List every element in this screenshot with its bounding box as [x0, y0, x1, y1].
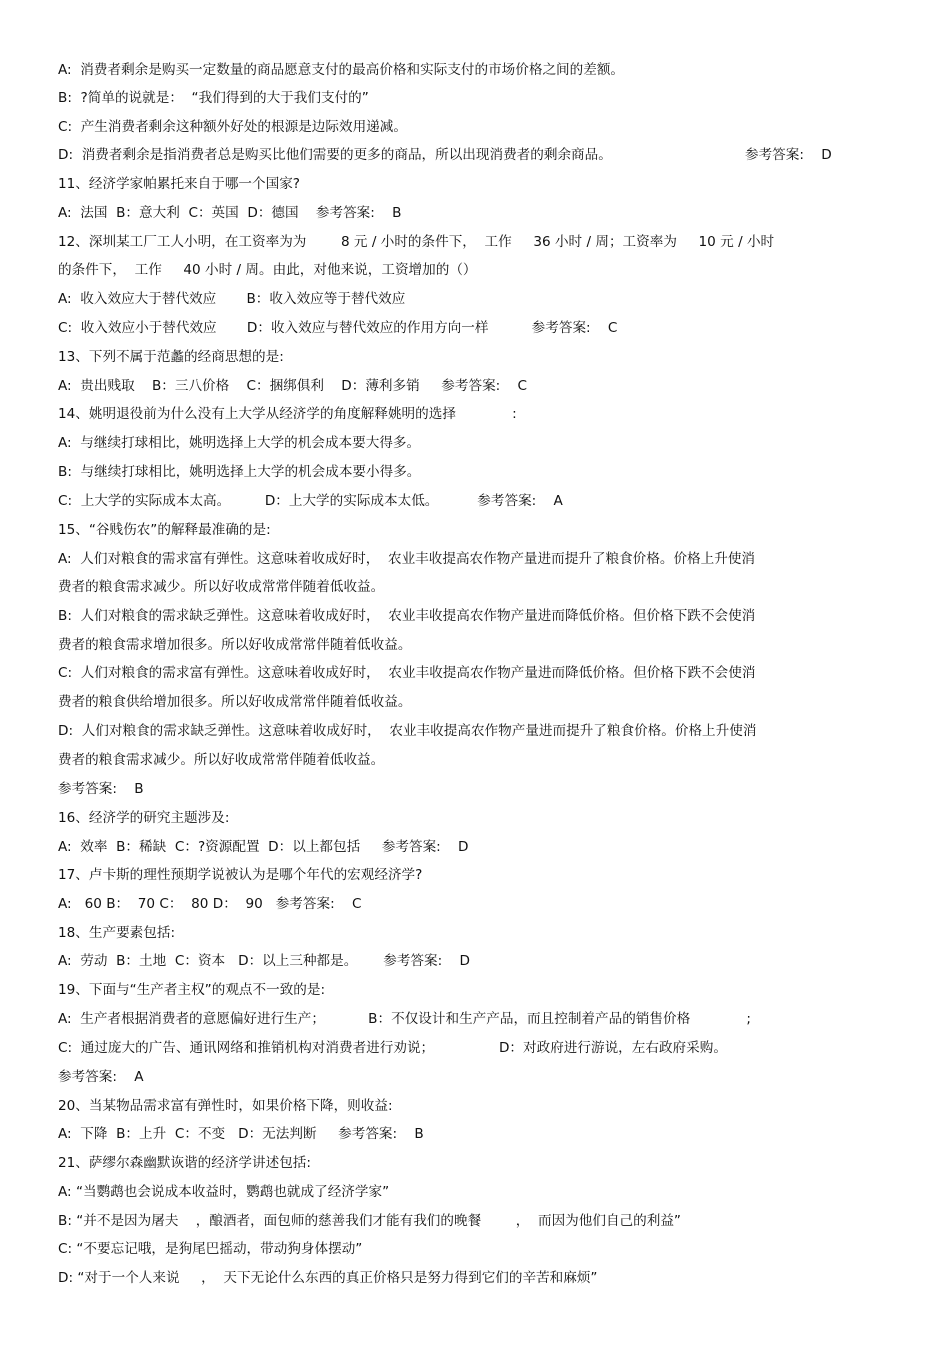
question-title: 11、经济学家帕累托来自于哪一个国家?: [58, 176, 301, 192]
text-line: C: 上大学的实际成本太高。 D：上大学的实际成本太低。 参考答案: A: [58, 493, 563, 509]
text-line: A: 效率 B：稀缺 C：?资源配置 D：以上都包括 参考答案: D: [58, 839, 469, 855]
text-line: A: 贵出贱取 B：三八价格 C：捆绑俱利 D：薄利多销 参考答案: C: [58, 378, 528, 394]
question-title: 18、生产要素包括:: [58, 925, 176, 941]
text-line: A: 生产者根据消费者的意愿偏好进行生产； B：不仅设计和生产产品，而且控制着产品的销售价格 ;: [58, 1011, 751, 1027]
text-line: B: 人们对粮食的需求缺乏弹性。这意味着收成好时， 农业丰收提高农作物产量进而降低价格。但价格下跌不会使消: [58, 608, 756, 624]
text-line: A: 消费者剩余是购买一定数量的商品愿意支付的最高价格和实际支付的市场价格之间的差额。: [58, 62, 625, 78]
text-line: 费者的粮食需求增加很多。所以好收成常常伴随着低收益。: [58, 637, 412, 653]
text-line: B: ?简单的说就是： “我们得到的大于我们支付的”: [58, 90, 369, 106]
text-line: A: 收入效应大于替代效应 B：收入效应等于替代效应: [58, 291, 406, 307]
text-line: A: 劳动 B：土地 C：资本 D：以上三种都是。 参考答案: D: [58, 953, 470, 969]
text-line: D: “对于一个人来说 ， 天下无论什么东西的真正价格只是努力得到它们的辛苦和麻烦”: [58, 1270, 598, 1286]
text-line: A: 下降 B：上升 C：不变 D：无法判断 参考答案: B: [58, 1126, 424, 1142]
text-line: 费者的粮食供给增加很多。所以好收成常常伴随着低收益。: [58, 694, 412, 710]
text-line: B: 与继续打球相比，姚明选择上大学的机会成本要小得多。: [58, 464, 421, 480]
question-title: 19、下面与“生产者主权”的观点不一致的是:: [58, 982, 326, 998]
text-line: 费者的粮食需求减少。所以好收成常常伴随着低收益。: [58, 579, 385, 595]
text-line: A: 与继续打球相比，姚明选择上大学的机会成本要大得多。: [58, 435, 421, 451]
text-line: A: 60 B： 70 C： 80 D： 90 参考答案: C: [58, 896, 362, 912]
text-line: A: “当鹦鹉也会说成本收益时，鹦鹉也就成了经济学家”: [58, 1184, 390, 1200]
text-line: C: 收入效应小于替代效应 D：收入效应与替代效应的作用方向一样 参考答案: C: [58, 320, 618, 336]
question-title: 12、深圳某工厂工人小明，在工资率为为 8 元 / 小时的条件下， 工作 36 小时 / 周；工资率为 10 元 / 小时: [58, 234, 775, 250]
text-line: D: 消费者剩余是指消费者总是购买比他们需要的更多的商品，所以出现消费者的剩余商品。: [58, 147, 612, 163]
text-line: 的条件下， 工作 40 小时 / 周。由此，对他来说，工资增加的（）: [58, 262, 477, 278]
question-title: 13、下列不属于范蠡的经商思想的是:: [58, 349, 284, 365]
text-line: C: “不要忘记哦，是狗尾巴摇动，带动狗身体摆动”: [58, 1241, 363, 1257]
question-title: 17、卢卡斯的理性预期学说被认为是哪个年代的宏观经济学?: [58, 867, 423, 883]
text-line: 参考答案: A: [58, 1069, 144, 1085]
question-title: 14、姚明退役前为什么没有上大学从经济学的角度解释姚明的选择 :: [58, 406, 517, 422]
text-line: A: 人们对粮食的需求富有弹性。这意味着收成好时， 农业丰收提高农作物产量进而提升了粮食价格。价格上升使消: [58, 551, 756, 567]
text-line: A: 法国 B：意大利 C：英国 D：德国 参考答案: B: [58, 205, 402, 221]
text-line: B: “并不是因为屠夫 ，酿酒者，面包师的慈善我们才能有我们的晚餐 ， 而因为他们自己的利益”: [58, 1213, 681, 1229]
text-line: 参考答案: B: [58, 781, 144, 797]
text-line: 费者的粮食需求减少。所以好收成常常伴随着低收益。: [58, 752, 385, 768]
reference-answer: 参考答案: D: [745, 147, 832, 163]
text-line: C: 产生消费者剩余这种额外好处的根源是边际效用递减。: [58, 119, 407, 135]
question-title: 15、“谷贱伤农”的解释最准确的是:: [58, 522, 271, 538]
question-title: 20、当某物品需求富有弹性时，如果价格下降，则收益:: [58, 1098, 393, 1114]
text-line: C: 通过庞大的广告、通讯网络和推销机构对消费者进行劝说； D：对政府进行游说，左右政府采购。: [58, 1040, 727, 1056]
text-line: D: 人们对粮食的需求缺乏弹性。这意味着收成好时， 农业丰收提高农作物产量进而提升了粮食价格。价格上升使消: [58, 723, 757, 739]
question-title: 16、经济学的研究主题涉及:: [58, 810, 230, 826]
question-title: 21、萨缪尔森幽默诙谐的经济学讲述包括:: [58, 1155, 311, 1171]
text-line: C: 人们对粮食的需求富有弹性。这意味着收成好时， 农业丰收提高农作物产量进而降低价格。但价格下跌不会使消: [58, 665, 756, 681]
